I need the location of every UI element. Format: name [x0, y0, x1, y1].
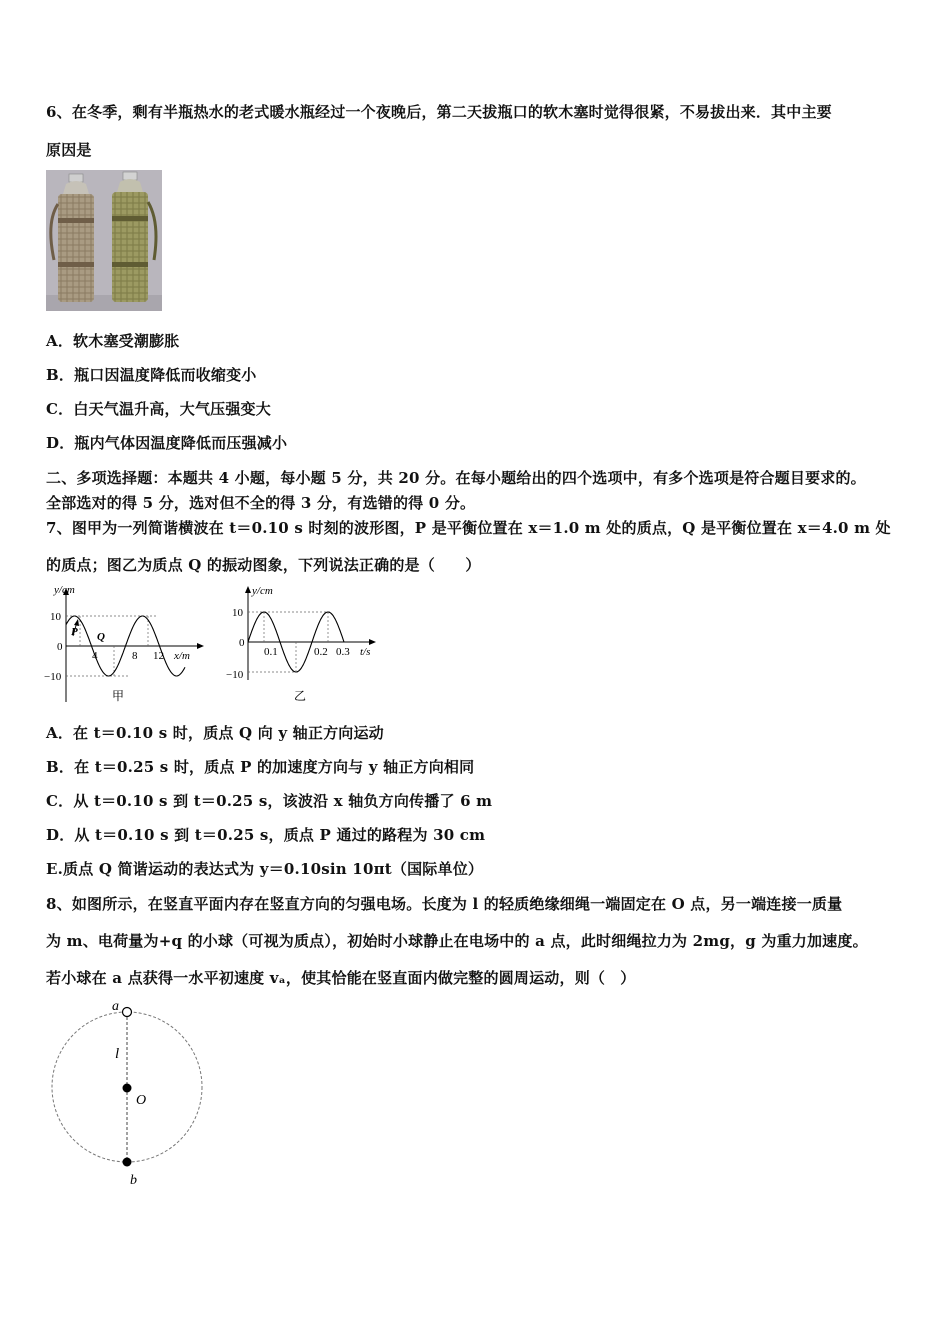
- graph-a-caption: 甲: [112, 689, 125, 703]
- q6-option-b: B．瓶口因温度降低而收缩变小: [46, 366, 257, 384]
- wave-graph-a: [36, 582, 211, 712]
- graph-a-xtick-8: 8: [132, 650, 138, 662]
- graph-a-ylabel: y/cm: [54, 584, 75, 596]
- q7-option-c: C．从 t＝0.10 s 到 t＝0.25 s，该波沿 x 轴负方向传播了 6 m: [46, 792, 493, 810]
- q6-stem-line2: 原因是: [46, 141, 92, 159]
- graph-b-xtick-0.1: 0.1: [264, 646, 278, 658]
- label-a: a: [112, 999, 119, 1014]
- graph-a-ytick-neg10: −10: [44, 671, 62, 683]
- graph-b-ytick-10: 10: [232, 607, 243, 619]
- graph-b-ytick-neg10: −10: [226, 669, 244, 681]
- q7-stem-line1: 7、图甲为一列简谐横波在 t＝0.10 s 时刻的波形图，P 是平衡位置在 x＝1.0 m 处的质点，Q 是平衡位置在 x＝4.0 m 处: [46, 519, 891, 537]
- vibration-graph-b: [220, 582, 390, 712]
- q8-stem-line3: 若小球在 a 点获得一水平初速度 vₐ，使其恰能在竖直面内做完整的圆周运动，则（ ）: [46, 969, 636, 987]
- label-l: l: [115, 1046, 120, 1062]
- label-b: b: [130, 1173, 137, 1188]
- q7-option-e: E.质点 Q 简谐运动的表达式为 y＝0.10sin 10πt（国际单位）: [46, 860, 484, 878]
- graph-b-xtick-0.2: 0.2: [314, 646, 328, 658]
- q7-option-a: A．在 t＝0.10 s 时，质点 Q 向 y 轴正方向运动: [46, 724, 384, 742]
- graph-b-ytick-0: 0: [239, 637, 245, 649]
- q7-stem-line2: 的质点；图乙为质点 Q 的振动图象，下列说法正确的是（ ）: [46, 556, 481, 574]
- graph-a-ytick-0: 0: [57, 641, 63, 653]
- graph-b-xtick-0.3: 0.3: [336, 646, 350, 658]
- thermos-photo: [46, 170, 162, 315]
- graph-a-ytick-10: 10: [50, 611, 61, 623]
- section2-line2: 全部选对的得 5 分，选对但不全的得 3 分，有选错的得 0 分。: [46, 494, 476, 512]
- q8-stem-line1: 8、如图所示，在竖直平面内存在竖直方向的匀强电场。长度为 l 的轻质绝缘细绳一端固定在 O 点，另一端连接一质量: [46, 895, 843, 913]
- circle-figure: [40, 998, 220, 1194]
- graph-a-xtick-4: 4: [92, 650, 98, 662]
- point-q-label: Q: [97, 631, 105, 643]
- section2-line1: 二、多项选择题：本题共 4 小题，每小题 5 分，共 20 分。在每小题给出的四个选项中，有多个选项是符合题目要求的。: [46, 469, 866, 487]
- graph-b-ylabel: y/cm: [252, 585, 273, 597]
- q8-stem-line2: 为 m、电荷量为+q 的小球（可视为质点），初始时小球静止在电场中的 a 点，此时细绳拉力为 2mg，g 为重力加速度。: [46, 932, 868, 950]
- graph-b-caption: 乙: [294, 689, 307, 703]
- label-o: O: [136, 1093, 147, 1108]
- q6-stem-line1: 6、在冬季，剩有半瓶热水的老式暖水瓶经过一个夜晚后，第二天拔瓶口的软木塞时觉得很紧，不易拔出来．其中主要: [46, 103, 832, 121]
- graph-b-xlabel: t/s: [360, 646, 371, 658]
- q7-option-b: B．在 t＝0.25 s 时，质点 P 的加速度方向与 y 轴正方向相同: [46, 758, 475, 776]
- graph-a-xlabel: x/m: [174, 650, 190, 662]
- q7-option-d: D．从 t＝0.10 s 到 t＝0.25 s，质点 P 通过的路程为 30 cm: [46, 826, 486, 844]
- q6-option-c: C．白天气温升高，大气压强变大: [46, 400, 271, 418]
- q6-option-d: D．瓶内气体因温度降低而压强减小: [46, 434, 288, 452]
- q6-option-a: A．软木塞受潮膨胀: [46, 332, 180, 350]
- graph-a-xtick-12: 12: [153, 650, 164, 662]
- point-p-label: P: [71, 626, 78, 638]
